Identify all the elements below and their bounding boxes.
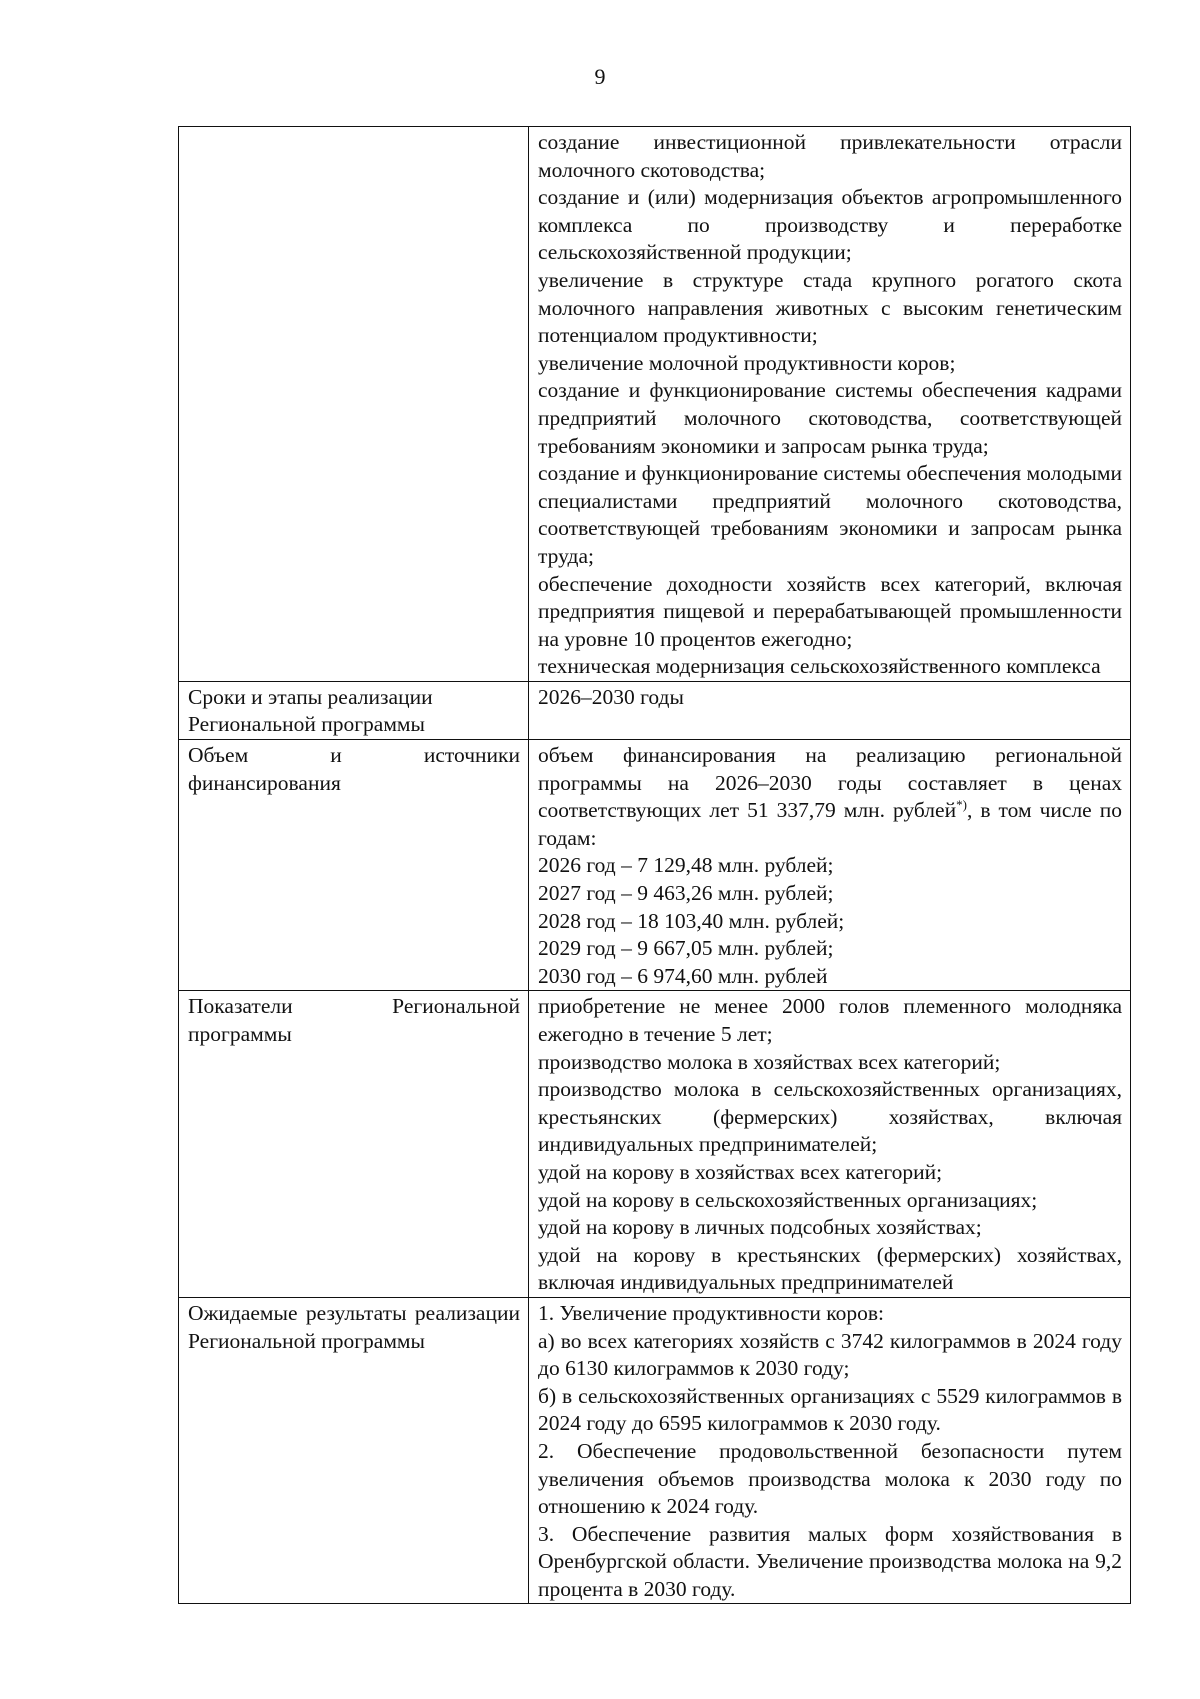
terms-value: 2026–2030 годы: [538, 684, 684, 709]
task-item: создание инвестиционной привлекательности отрасли молочного скотоводства;: [538, 130, 1122, 182]
indicator-item: удой на корову в личных подсобных хозяйствах;: [538, 1215, 982, 1240]
program-passport-table: [178, 126, 1131, 1604]
indicator-item: производство молока в сельскохозяйственных организациях, крестьянских (фермерских) хозяйствах, включая индивидуальных предпринимателей;: [538, 1077, 1122, 1157]
row-value: [529, 127, 1131, 682]
page-number: 9: [594, 64, 606, 89]
task-item: техническая модернизация сельскохозяйственного комплекса: [538, 654, 1101, 679]
row-value: [529, 740, 1131, 991]
row-label: Ожидаемые результаты реализации Региональной программы: [179, 1297, 529, 1604]
indicator-item: приобретение не менее 2000 голов племенного молодняка ежегодно в течение 5 лет;: [538, 994, 1122, 1046]
row-value: [529, 681, 1131, 739]
footnote-mark: *): [956, 797, 967, 813]
financing-year: 2029 год – 9 667,05 млн. рублей;: [538, 936, 834, 961]
task-item: создание и функционирование системы обеспечения кадрами предприятий молочного скотоводства, соответствующей требованиям экономики и запросам рынка труда;: [538, 378, 1122, 458]
task-item: обеспечение доходности хозяйств всех категорий, включая предприятия пищевой и перерабатывающей промышленности на уровне 10 процентов ежегодно;: [538, 571, 1122, 651]
table-row-financing: [179, 740, 1131, 991]
indicator-item: удой на корову в хозяйствах всех категорий;: [538, 1159, 943, 1184]
table-row-tasks: [179, 127, 1131, 682]
financing-intro-tail: , в том числе по годам:: [538, 798, 1122, 850]
task-item: создание и функционирование системы обеспечения молодыми специалистами предприятий молочного скотоводства, соответствующей требованиям экономики и запросам рынка труда;: [538, 461, 1122, 568]
task-item: создание и (или) модернизация объектов агропромышленного комплекса по производству и переработке сельскохозяйственной продукции;: [538, 185, 1122, 265]
result-item: 2. Обеспечение продовольственной безопасности путем увеличения объемов производства молока к 2030 году по отношению к 2024 году.: [538, 1438, 1122, 1519]
financing-year: 2028 год – 18 103,40 млн. рублей;: [538, 908, 845, 933]
result-item: 3. Обеспечение развития малых форм хозяйствования в Оренбургской области. Увеличение производства молока на 9,2 процента в 2030 году.: [538, 1521, 1122, 1601]
table-row-terms: [179, 681, 1131, 739]
row-label: Объем и источники финансирования: [179, 740, 529, 991]
row-label: Сроки и этапы реализации Региональной программы: [179, 681, 529, 739]
row-value: [529, 991, 1131, 1298]
indicator-item: удой на корову в сельскохозяйственных организациях;: [538, 1187, 1038, 1212]
result-item: б) в сельскохозяйственных организациях с 5529 килограммов в 2024 году до 6595 килограммов к 2030 году.: [538, 1383, 1122, 1436]
result-item: 1. Увеличение продуктивности коров:: [538, 1300, 885, 1325]
row-label: [179, 127, 529, 682]
row-label: Показатели Региональной программы: [179, 991, 529, 1298]
financing-intro: [538, 742, 1122, 852]
row-value: [529, 1297, 1131, 1604]
financing-year: 2030 год – 6 974,60 млн. рублей: [538, 963, 828, 988]
indicator-item: удой на корову в крестьянских (фермерских) хозяйствах, включая индивидуальных предпринимателей: [538, 1242, 1122, 1295]
financing-year: 2026 год – 7 129,48 млн. рублей;: [538, 853, 834, 878]
table-row-indicators: [179, 991, 1131, 1298]
financing-year: 2027 год – 9 463,26 млн. рублей;: [538, 881, 834, 906]
financing-intro-text: объем финансирования на реализацию региональной программы на 2026–2030 годы составляет в ценах соответствующих лет 51 337,79 млн. рублей: [538, 743, 1122, 823]
task-item: увеличение в структуре стада крупного рогатого скота молочного направления животных с высоким генетическим потенциалом продуктивности;: [538, 267, 1122, 348]
result-item: а) во всех категориях хозяйств с 3742 килограммов в 2024 году до 6130 килограммов к 2030 году;: [538, 1328, 1122, 1381]
task-item: увеличение молочной продуктивности коров;: [538, 350, 956, 375]
indicator-item: производство молока в хозяйствах всех категорий;: [538, 1049, 1001, 1074]
table-row-expected-results: [179, 1297, 1131, 1604]
